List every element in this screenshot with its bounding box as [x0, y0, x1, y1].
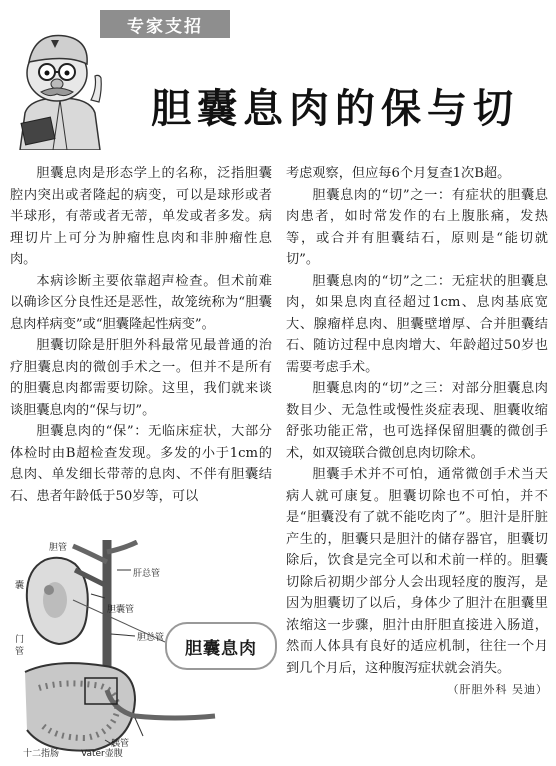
paragraph: 胆囊息肉的“保”：无临床症状，大部分体检时由B超检查发现。多发的小于1cm的息肉、单发细长带蒂的息肉、不伴有胆囊结石、患者年龄低于50岁等，可以	[10, 424, 272, 504]
paragraph-continuation: 考虑观察，但应每6个月复查1次B超。	[286, 166, 511, 181]
label-pancreatic-duct: 胰管	[111, 739, 130, 749]
label-cystic-duct: 胆囊管	[107, 605, 135, 615]
gallbladder-anatomy-figure	[15, 540, 277, 758]
polyp-callout: 胆囊息肉	[165, 622, 277, 670]
label-portal: 门	[15, 635, 25, 645]
label-duodenum: 十二指肠	[23, 749, 60, 759]
left-column	[10, 163, 272, 507]
doctor-mascot-illustration	[5, 28, 115, 150]
article-title: 胆囊息肉的保与切	[151, 85, 519, 132]
paragraph: 本病诊断主要依靠超声检查。但术前难以确诊区分良性还是恶性，故笼统称为“胆囊息肉样病变”或“胆囊隆起性病变”。	[10, 273, 272, 332]
label-cyst: 囊	[15, 581, 25, 591]
paragraph: 胆囊息肉的“切”之二：无症状的胆囊息肉，如果息肉直径超过1cm、息肉基底宽大、腺瘤样息肉、胆囊壁增厚、合并胆囊结石、随访过程中息肉增大、年龄超过50岁也需要考虑手术。	[286, 273, 548, 375]
paragraph	[286, 464, 548, 696]
right-column	[286, 163, 548, 701]
paragraph: 胆囊息肉的“切”之一：有症状的胆囊息肉患者，如时常发作的右上腹胀痛，发热等，或合并有胆囊结石，原则是“能切就切”。	[286, 187, 548, 267]
paragraph: 胆囊息肉是形态学上的名称，泛指胆囊腔内突出或者隆起的病变，可以是球形或者半球形，有蒂或者无蒂，单发或者多发。病理切片上可分为肿瘤性息肉和非肿瘤性息肉。	[10, 166, 272, 267]
paragraph: 胆囊切除是肝胆外科最常见最普通的治疗胆囊息肉的微创手术之一。但并不是所有的胆囊息肉都需要切除。这里，我们就来谈谈胆囊息肉的“保与切”。	[10, 338, 272, 418]
label-vater-ampulla: Vater壶腹	[81, 749, 123, 759]
label-common-bile-duct: 胆总管	[137, 633, 165, 643]
section-badge: 专家支招	[100, 10, 230, 38]
byline: （肝胆外科 吴迪）	[447, 683, 548, 696]
paragraph: 胆囊息肉的“切”之三：对部分胆囊息肉数目少、无急性或慢性炎症表现、胆囊收缩舒张功能正常，也可选择保留胆囊的微创手术，如双镜联合微创息肉切除术。	[286, 381, 548, 461]
label-duct: 管	[15, 647, 25, 657]
label-bile-duct: 胆管	[49, 543, 68, 553]
paragraph-text: 胆囊手术并不可怕，通常微创手术当天病人就可康复。胆囊切除也不可怕，并不是“胆囊没有了就不能吃肉了”。胆汁是肝脏产生的，胆囊只是胆汁的储存器官，胆囊切除后，饮食是完全可以和术前一样的。胆囊切除后初期少部分人会出现轻度的腹泻，是因为胆囊切了以后，身体少了胆汁在胆囊里浓缩这一步骤，胆汁由肝胆直接进入肠道，然而人体具有良好的适应机制，往往一个月到几个月后，这种腹泻症状就会消失。	[286, 467, 548, 676]
label-hepatic-duct: 肝总管	[133, 569, 161, 579]
